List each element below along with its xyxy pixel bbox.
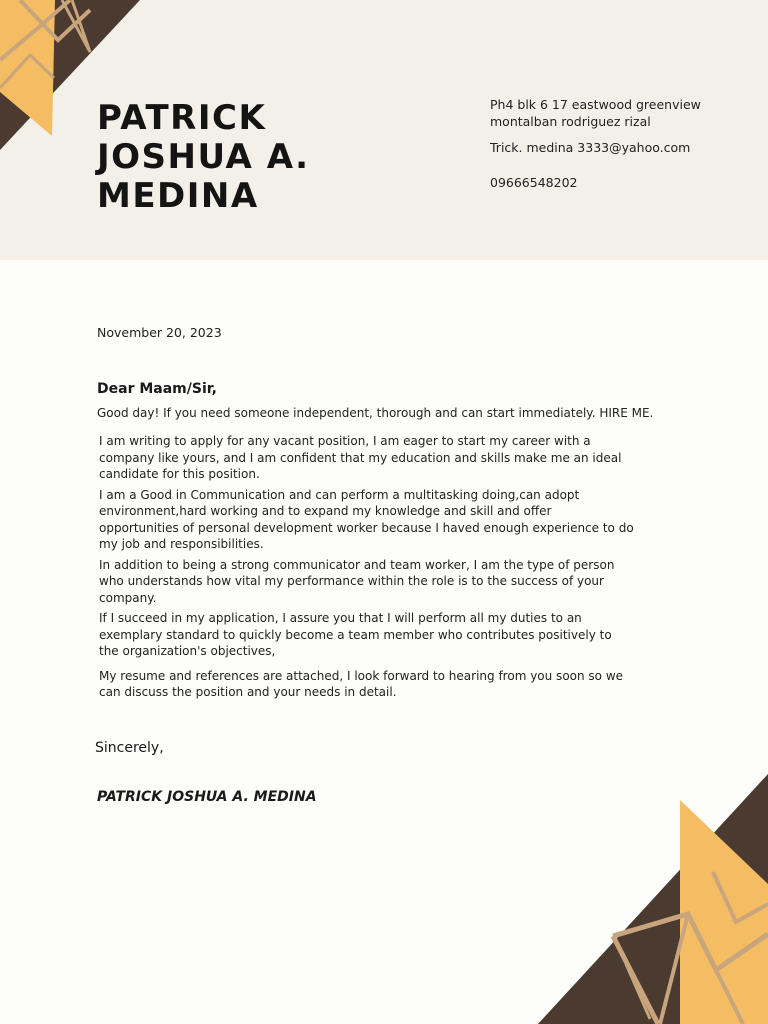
name-line-last: MEDINA bbox=[97, 176, 259, 216]
body-paragraph: In addition to being a strong communicator and team worker, I am the type of person who understands how vital my performance within the role is to the success of your company. bbox=[99, 557, 615, 605]
phone-number: 09666548202 bbox=[490, 175, 578, 190]
applicant-name-heading bbox=[97, 99, 397, 216]
body-paragraph: I am writing to apply for any vacant position, I am eager to start my career with a company like yours, and I am confident that my education and skills make me an ideal candidate for this position. bbox=[99, 434, 622, 481]
body-paragraph: If I succeed in my application, I assure you that I will perform all my duties to an exemplary standard to quickly become a team member who contributes positively to the organization's objectives, bbox=[99, 611, 612, 658]
signature-name: PATRICK JOSHUA A. MEDINA bbox=[97, 789, 317, 805]
salutation: Dear Maam/Sir, bbox=[97, 381, 217, 397]
email: Trick. medina 3333@yahoo.com bbox=[490, 140, 691, 155]
opening-line: Good day! If you need someone independent, thorough and can start immediately. HIRE ME. bbox=[97, 406, 654, 420]
body-paragraph: I am a Good in Communication and can perform a multitasking doing,can adopt environment,hard working and to expand my knowledge and skill and offer opportunities of personal development worker because I haved enough experience to do my job and responsibilities. bbox=[99, 487, 634, 551]
address bbox=[490, 96, 750, 130]
bottom-right-geometric-decoration bbox=[538, 774, 768, 1024]
closing: Sincerely, bbox=[95, 740, 164, 756]
name-line-first: PATRICK bbox=[97, 98, 267, 138]
contact-block bbox=[490, 96, 750, 191]
name-line-middle: JOSHUA A. bbox=[97, 137, 310, 177]
letter-date: November 20, 2023 bbox=[97, 325, 222, 340]
body-paragraph: My resume and references are attached, I look forward to hearing from you soon so we can discuss the position and your needs in detail. bbox=[99, 668, 624, 699]
letter-body bbox=[99, 433, 634, 705]
address-line-1: Ph4 blk 6 17 eastwood greenview bbox=[490, 97, 701, 112]
address-line-2: montalban rodriguez rizal bbox=[490, 114, 651, 129]
